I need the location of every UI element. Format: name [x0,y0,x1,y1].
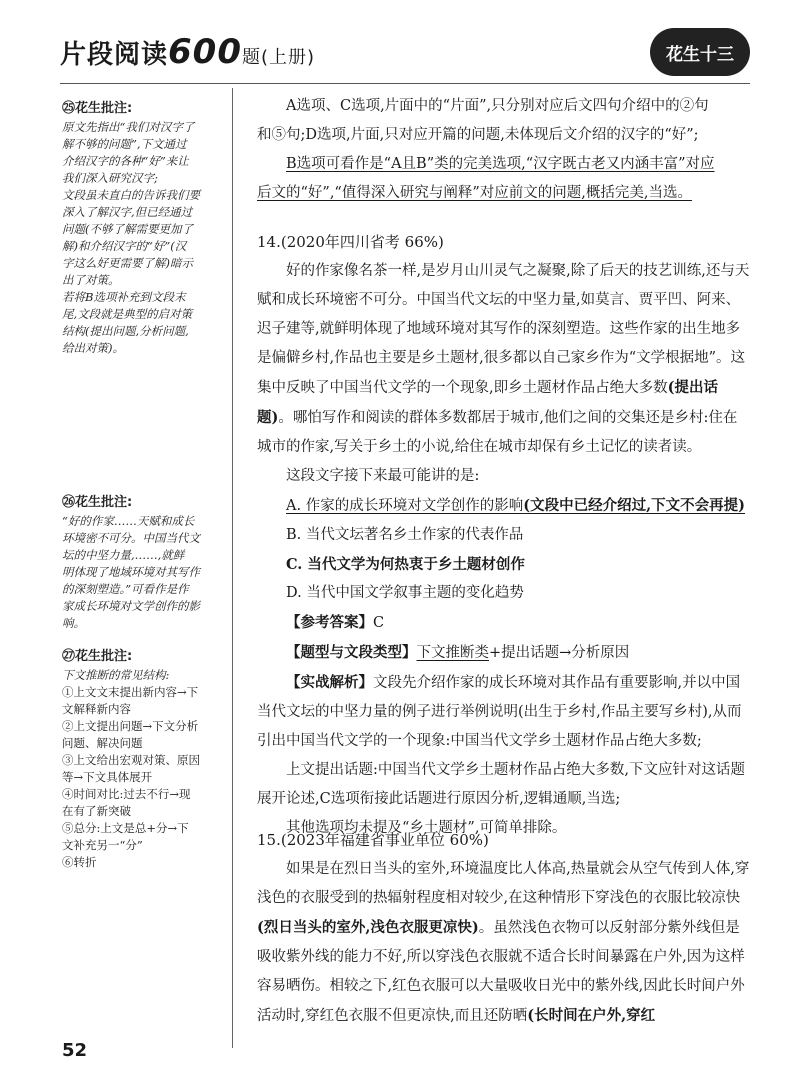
analysis [257,668,750,756]
answer-value: C [373,615,385,631]
type-text: 下文推断类 [416,645,489,661]
sidebar-note-25 [62,100,222,357]
analysis-line: B选项可看作是“A且B”类的完美选项,“汉字既古老又内涵丰富”对应 [286,156,715,172]
list-item: 文补充另一“分” [62,838,143,852]
book-title-suffix: 题 [242,47,261,68]
analysis-text: 上文提出话题:中国当代文学乡土题材作品占绝大多数,下文应针对这话题展开论述,C选项衔接此话题进行原因分析,逻辑通顺,当选; [257,762,745,807]
question-heading: 14.(2020年四川省考 66%) [257,233,444,251]
sidebar-note-26 [62,494,222,632]
passage-text: 好的作家像名茶一样,是岁月山川灵气之凝聚,除了后天的技艺训练,还与天赋和成长环境密不可分。中国当代文坛的中坚力量,如莫言、贾平凹、阿来、迟子建等,就鲜明体现了地域环境对其写作的深刻塑造。这些作家的出生地多是偏僻乡村,作品也主要是乡土题材,很多都以自己家乡作为“文学根据地”。这集中反映了中国当代文学的一个现象,即乡土题材作品占绝大多数 [257,263,750,396]
analysis-line: 后文的“好”,“值得深入研究与阐释”对应前文的问题,概括完美,当选。 [257,185,692,201]
note-text: “好的作家……天赋和成长 环境密不可分。中国当代文 坛的中坚力量,……,就鲜 明体现了地域环境对其写作 的深刻塑造。”可看作是作 家成长环境对文学创作的影 响。 [62,514,200,630]
analysis-line: 和⑤句;D选项,片面,只对应开篇的问题,未体现后文介绍的汉字的“好”; [257,127,699,143]
list-item: 问题、解决问题 [62,736,143,750]
option-text: A. 作家的成长环境对文学创作的影响 [286,498,524,514]
option-c: C. 当代文学为何热衷于乡土题材创作 [286,556,525,573]
note-title: ㉕花生批注: [62,101,133,116]
question-type [257,638,750,668]
list-item: ③上文给出宏观对策、原因 [62,753,200,767]
analysis-text: 其他选项均未提及“乡土题材”,可简单排除。 [286,820,567,836]
logo-text: 花生十三 [666,44,734,65]
option-a [257,491,750,521]
question-15 [257,826,750,1031]
question-passage [257,855,750,1031]
note-intro: 下文推断的常见结构: [62,668,170,682]
analysis-text: 文段先介绍作家的成长环境对其作品有重要影响,并以中国当代文坛的中坚力量的例子进行举例说明(出生于乡村,作品主要写乡村),从而引出中国当代文学的一个现象:中国当代文学乡土题材作品占绝大多数; [257,675,742,749]
option-b: B. 当代文坛著名乡土作家的代表作品 [286,527,524,543]
type-label: 【题型与文段类型】 [286,644,417,661]
sidebar-note-27 [62,648,222,871]
list-item: 等→下文具体展开 [62,770,153,784]
book-title-prefix: 片段阅读 [60,40,169,70]
passage-annotation: (烈日当头的室外,浅色衣服更凉快) [257,919,479,936]
book-title [60,32,315,72]
list-item: ⑤总分:上文是总+分→下 [62,821,189,835]
list-item: ④时间对比:过去不行→现 [62,787,191,801]
passage-text: 如果是在烈日当头的室外,环境温度比人体高,热量就会从空气传到人体,穿浅色的衣服受到的热辐射程度相对较少,在这种情形下穿浅色的衣服比较凉快 [257,861,750,906]
note-title: ㉗花生批注: [62,649,133,664]
list-item: ①上文文末提出新内容→下 [62,685,199,699]
option-d: D. 当代中国文学叙事主题的变化趋势 [286,585,524,601]
note-text: 原文先指出“我们对汉字了 解不够的问题”,下文通过 介绍汉字的各种“好”来让 我们深入研究汉字; 文段虽未直白的告诉我们要 深入了解汉字,但已经通过 问题(不够了解需要更加了 解)和介绍汉字的“好”(汉 字这么好更需要了解)暗示 出了对策。 若将B选项补充到文段末 尾,文段就是典型的启对策 结构(提出问题,分析问题, 给出对策)。 [62,120,200,355]
note-title: ㉖花生批注: [62,495,133,510]
header-divider [60,83,750,84]
page-header [60,28,750,80]
publisher-logo [650,28,750,76]
question-prompt: 这段文字接下来最可能讲的是: [286,468,480,484]
list-item: ⑥转折 [62,855,97,869]
passage-annotation: (长时间在户外,穿红 [527,1007,656,1024]
column-divider [232,88,233,1048]
question-heading: 15.(2023年福建省事业单位 60%) [257,831,489,849]
note-list [62,684,222,871]
question-passage [257,257,750,462]
type-tail: +提出话题→分析原因 [489,645,630,661]
passage-annotation: (提出话题) [257,379,718,426]
list-item: 文解释新内容 [62,702,131,716]
page-number: 52 [62,1040,88,1061]
list-item: 在有了新突破 [62,804,131,818]
option-annotation: (文段中已经介绍过,下文不会再提) [523,497,745,514]
passage-text: 。哪怕写作和阅读的群体多数都居于城市,他们之间的交集还是乡村:住在城市的作家,写关于乡土的小说,给住在城市却保有乡土记忆的读者读。 [257,410,738,455]
list-item: ②上文提出问题→下文分析 [62,719,199,733]
previous-analysis [257,92,750,208]
analysis-line: A选项、C选项,片面中的“片面”,只分别对应后文四句介绍中的②句 [286,98,709,114]
book-title-volume: (上册) [261,47,316,68]
question-14 [257,228,750,843]
analysis-label: 【实战解析】 [286,674,373,691]
reference-answer [257,608,750,638]
passage-text: 。虽然浅色衣物可以反射部分紫外线但是吸收紫外线的能力不好,所以穿浅色衣服就不适合长时间暴露在户外,因为这样容易晒伤。相较之下,红色衣服可以大量吸收日光中的紫外线,因此长时间户外活动时,穿红色衣服不但更凉快,而且还防晒 [257,920,745,1024]
book-title-number: 600 [168,32,242,72]
answer-label: 【参考答案】 [286,614,373,631]
